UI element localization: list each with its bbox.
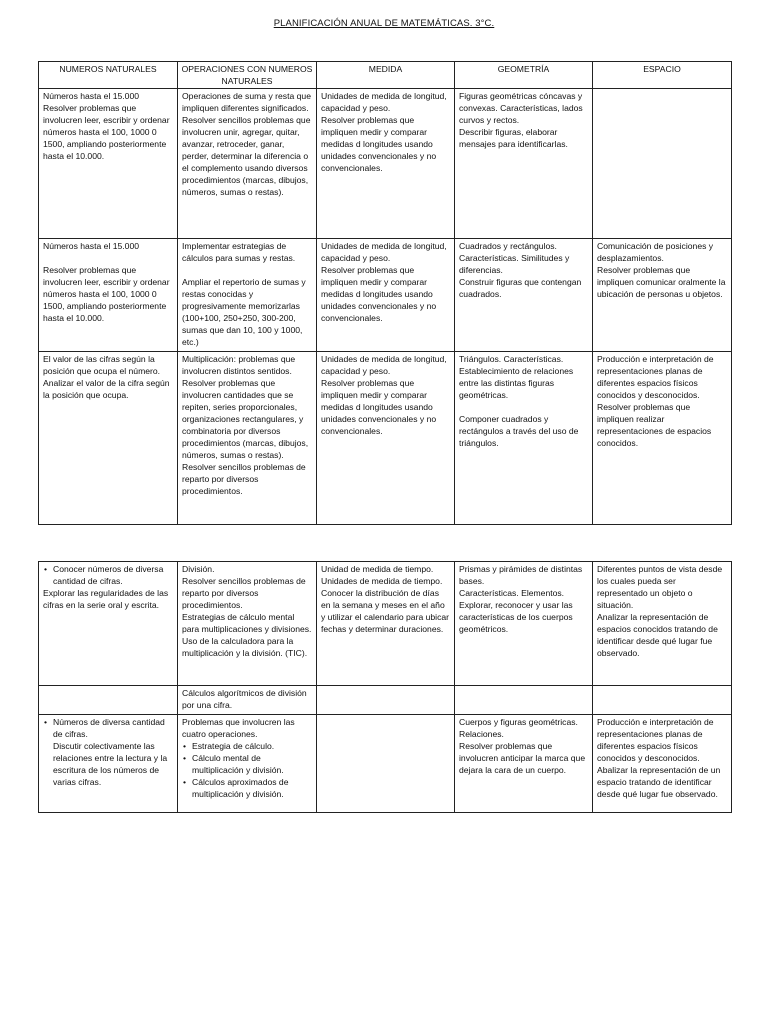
cell-medida bbox=[317, 686, 455, 715]
cell-espacio: Producción e interpretación de representaciones planas de diferentes espacios físicos conocidos y desconocidos. Resolver problemas que impliquen realizar representaciones de espacios conocidos. bbox=[593, 352, 732, 525]
cell-text: Explorar las regularidades de las cifras en la serie oral y escrita. bbox=[43, 588, 169, 610]
cell-text: Problemas que involucren las cuatro operaciones. bbox=[182, 717, 295, 739]
header-numeros-naturales: NUMEROS NATURALES bbox=[39, 62, 178, 89]
cell-espacio: Diferentes puntos de vista desde los cuales pueda ser representado un objeto o situación. Analizar la representación de espacios conocidos tratando de identificar desde qué lugar fue observado. bbox=[593, 562, 732, 686]
list-item: • Estrategia de cálculo. bbox=[182, 740, 312, 752]
cell-naturales bbox=[39, 715, 178, 813]
cell-naturales bbox=[39, 562, 178, 686]
cell-geometria: Cuadrados y rectángulos. Características. Similitudes y diferencias. Construir figuras que contengan cuadrados. bbox=[455, 239, 593, 352]
bullet-list bbox=[43, 716, 173, 740]
cell-medida: Unidades de medida de longitud, capacidad y peso. Resolver problemas que impliquen medir y comparar medidas d longitudes usando unidades convencionales y no convencionales. bbox=[317, 89, 455, 239]
list-item: • Cálculo mental de multiplicación y división. bbox=[182, 752, 312, 776]
cell-espacio bbox=[593, 89, 732, 239]
cell-operaciones: Implementar estrategias de cálculos para sumas y restas. Ampliar el repertorio de sumas y restas conocidas y progresivamente memorizarlas (100+100, 250+250, 300-200, sumas que dan 10, 100 y 1000, etc.) bbox=[178, 239, 317, 352]
bullet-list bbox=[43, 563, 173, 587]
cell-naturales: El valor de las cifras según la posición que ocupa el número. Analizar el valor de la cifra según la posición que ocupa. bbox=[39, 352, 178, 525]
cell-medida bbox=[317, 715, 455, 813]
header-row bbox=[39, 62, 732, 89]
list-item: • Cálculos aproximados de multiplicación y división. bbox=[182, 776, 312, 800]
cell-text: Discutir colectivamente las relaciones entre la lectura y la escritura de los números de varias cifras. bbox=[53, 741, 168, 787]
bullet-list bbox=[182, 740, 312, 800]
table-row bbox=[39, 239, 732, 352]
table-row bbox=[39, 562, 732, 686]
cell-espacio: Comunicación de posiciones y desplazamientos. Resolver problemas que impliquen comunicar oralmente la ubicación de personas u objetos. bbox=[593, 239, 732, 352]
list-item: • Números de diversa cantidad de cifras. bbox=[43, 716, 173, 740]
planning-table-bottom bbox=[38, 561, 732, 813]
page-title: PLANIFICACIÓN ANUAL DE MATEMÁTICAS. 3°C. bbox=[273, 18, 495, 29]
header-medida: MEDIDA bbox=[317, 62, 455, 89]
header-operaciones: OPERACIONES CON NUMEROS NATURALES bbox=[178, 62, 317, 89]
cell-naturales: Números hasta el 15.000 Resolver problemas que involucren leer, escribir y ordenar números hasta el 100, 1000 0 1500, ampliando posteriormente hasta el 10.000. bbox=[39, 239, 178, 352]
cell-geometria bbox=[455, 686, 593, 715]
cell-operaciones: División. Resolver sencillos problemas de reparto por diversos procedimientos. Estrategias de cálculo mental para multiplicaciones y divisiones. Uso de la calculadora para la multiplicación y la división. (TIC). bbox=[178, 562, 317, 686]
table-row bbox=[39, 352, 732, 525]
table-row bbox=[39, 89, 732, 239]
header-geometria: GEOMETRÍA bbox=[455, 62, 593, 89]
cell-geometria: Triángulos. Características. Establecimiento de relaciones entre las distintas figuras geométricas. Componer cuadrados y rectángulos a través del uso de triángulos. bbox=[455, 352, 593, 525]
cell-medida: Unidades de medida de longitud, capacidad y peso. Resolver problemas que impliquen medir y comparar medidas d longitudes usando unidades convencionales y no convencionales. bbox=[317, 239, 455, 352]
cell-geometria: Prismas y pirámides de distintas bases. Características. Elementos. Explorar, reconocer y usar las características de los cuerpos geométricos. bbox=[455, 562, 593, 686]
cell-operaciones bbox=[178, 715, 317, 813]
cell-operaciones: Operaciones de suma y resta que impliquen diferentes significados. Resolver sencillos problemas que involucren unir, agregar, quitar, avanzar, retroceder, ganar, perder, determinar la diferencia o el complemento usando diversos procedimientos (marcas, dibujos, números, sumas o restas). bbox=[178, 89, 317, 239]
cell-geometria: Figuras geométricas cóncavas y convexas. Características, lados curvos y rectos. Describir figuras, elaborar mensajes para identificarlas. bbox=[455, 89, 593, 239]
cell-medida: Unidad de medida de tiempo. Unidades de medida de tiempo. Conocer la distribución de días en la semana y meses en el año y utilizar el calendario para ubicar fechas y determinar duraciones. bbox=[317, 562, 455, 686]
table-row bbox=[39, 686, 732, 715]
cell-espacio: Producción e interpretación de representaciones planas de diferentes espacios físicos conocidos y desconocidos. Abalizar la representación de un espacio tratando de identificar desde qué lugar fue observado. bbox=[593, 715, 732, 813]
list-item: • Conocer números de diversa cantidad de cifras. bbox=[43, 563, 173, 587]
cell-espacio bbox=[593, 686, 732, 715]
table-row bbox=[39, 715, 732, 813]
planning-table-top bbox=[38, 61, 732, 525]
cell-naturales: Números hasta el 15.000 Resolver problemas que involucren leer, escribir y ordenar números hasta el 100, 1000 0 1500, ampliando posteriormente hasta el 10.000. bbox=[39, 89, 178, 239]
cell-geometria: Cuerpos y figuras geométricas. Relaciones. Resolver problemas que involucren anticipar la marca que dejara la cara de un cuerpo. bbox=[455, 715, 593, 813]
cell-operaciones: Cálculos algorítmicos de división por una cifra. bbox=[178, 686, 317, 715]
cell-medida: Unidades de medida de longitud, capacidad y peso. Resolver problemas que impliquen medir y comparar medidas d longitudes usando unidades convencionales y no convencionales. bbox=[317, 352, 455, 525]
cell-operaciones: Multiplicación: problemas que involucren distintos sentidos. Resolver problemas que involucren cantidades que se repiten, series proporcionales, organizaciones rectangulares, y combinatoria por diversos procedimientos (marcas, dibujos, números, sumas o restas). Resolver sencillos problemas de reparto por diversos procedimientos. bbox=[178, 352, 317, 525]
cell-naturales bbox=[39, 686, 178, 715]
header-espacio: ESPACIO bbox=[593, 62, 732, 89]
